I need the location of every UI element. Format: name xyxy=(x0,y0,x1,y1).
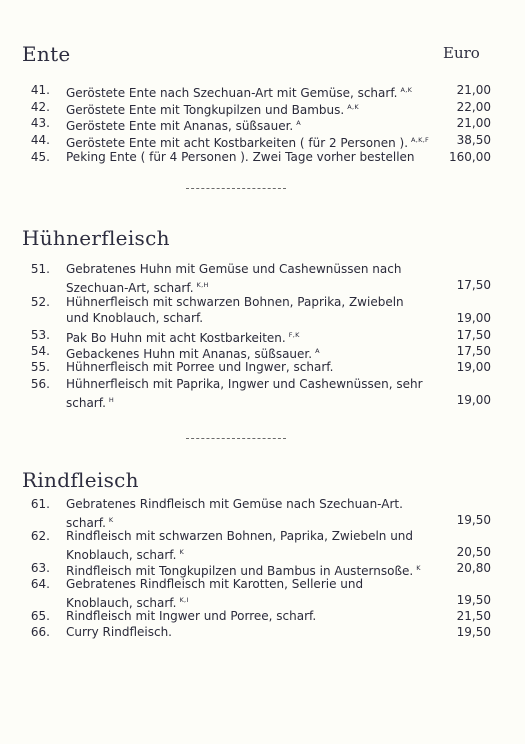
allergen-codes: A xyxy=(296,119,301,128)
item-price: 17,50 xyxy=(456,278,491,293)
item-price: 160,00 xyxy=(449,149,491,164)
menu-item-row xyxy=(0,528,525,544)
item-price: 22,00 xyxy=(456,99,491,114)
menu-item-row xyxy=(0,608,525,624)
item-number: 65. xyxy=(30,609,50,623)
item-description: Gebratenes Huhn mit Gemüse und Cashewnüssen nach xyxy=(66,262,402,276)
item-description: Curry Rindfleisch. xyxy=(66,625,172,639)
item-number: 55. xyxy=(30,360,50,375)
item-description: Hühnerfleisch mit Paprika, Ingwer und Cashewnüssen, sehr xyxy=(66,376,423,391)
item-number: 62. xyxy=(30,529,50,543)
item-description: Rindfleisch mit Tongkupilzen und Bambus in Austernsoße. $^K$ xyxy=(66,564,421,578)
allergen-codes: F,K xyxy=(288,330,300,339)
item-price: 17,50 xyxy=(456,327,491,342)
menu-item-row xyxy=(0,624,525,640)
item-description: Szechuan-Art, scharf. $^{K,H}$ xyxy=(66,281,209,296)
menu-item-row-continued xyxy=(0,544,525,560)
menu-item-row xyxy=(0,132,525,151)
menu-item-row-continued xyxy=(0,277,525,296)
item-number: 45. xyxy=(30,149,50,164)
item-description: Gebratenes Rindfleisch mit Karotten, Sellerie und xyxy=(66,577,364,591)
item-price: 19,50 xyxy=(456,513,491,527)
item-number: 43. xyxy=(30,116,50,131)
item-description: Peking Ente ( für 4 Personen ). Zwei Tage vorher bestellen xyxy=(66,149,415,164)
item-price: 21,00 xyxy=(456,116,491,131)
menu-item-row xyxy=(0,496,525,512)
item-description: Geröstete Ente mit Ananas, süßsauer. $^A$ xyxy=(66,119,301,134)
item-description: Geröstete Ente mit Tongkupilzen und Bambus. $^{A,K}$ xyxy=(66,102,359,117)
item-number: 42. xyxy=(30,99,50,114)
item-description: Geröstete Ente mit acht Kostbarkeiten ( für 2 Personen ). $^{A,K,F}$ xyxy=(66,136,430,151)
menu-item-row xyxy=(0,359,525,375)
item-number: 51. xyxy=(30,262,50,276)
allergen-codes: A,K xyxy=(400,86,413,94)
item-description: Pak Bo Huhn mit acht Kostbarkeiten. $^{F,K}$ xyxy=(66,330,300,345)
item-price: 20,50 xyxy=(456,545,491,559)
item-description: und Knoblauch, scharf. xyxy=(66,311,204,326)
section-divider xyxy=(186,188,286,189)
section-title: Ente xyxy=(22,42,71,66)
item-number: 56. xyxy=(30,376,50,391)
allergen-codes: A,K,F xyxy=(411,136,430,145)
menu-item-row xyxy=(0,261,525,277)
section-title: Rindfleisch xyxy=(22,468,139,492)
item-number: 54. xyxy=(30,344,50,358)
menu-item-row xyxy=(0,82,525,98)
item-description: Rindfleisch mit Ingwer und Porree, scharf. xyxy=(66,609,317,623)
item-description: Gebratenes Rindfleisch mit Gemüse nach Szechuan-Art. xyxy=(66,497,403,511)
item-number: 66. xyxy=(30,625,50,639)
item-description: Knoblauch, scharf. $^K$ xyxy=(66,548,185,562)
menu-item-row xyxy=(0,560,525,576)
item-description: Geröstete Ente nach Szechuan-Art mit Gemüse, scharf. $^{A,K}$ xyxy=(66,86,413,100)
menu-item-row-continued xyxy=(0,310,525,326)
allergen-codes: A,K xyxy=(347,102,359,111)
item-description: Rindfleisch mit schwarzen Bohnen, Paprika, Zwiebeln und xyxy=(66,529,414,543)
item-number: 41. xyxy=(30,83,50,97)
menu-item-row xyxy=(0,115,525,134)
menu-item-row-continued xyxy=(0,512,525,528)
item-number: 63. xyxy=(30,561,50,575)
menu-item-row xyxy=(0,576,525,592)
item-price: 19,00 xyxy=(456,360,491,375)
item-price: 19,50 xyxy=(456,593,491,607)
item-number: 61. xyxy=(30,497,50,511)
item-description: Gebackenes Huhn mit Ananas, süßsauer. $^A$ xyxy=(66,347,320,361)
menu-item-row xyxy=(0,376,525,392)
item-description: Hühnerfleisch mit Porree und Ingwer, scharf. xyxy=(66,360,334,375)
item-description: scharf. $^K$ xyxy=(66,516,114,530)
item-description: Knoblauch, scharf. $^{K,I}$ xyxy=(66,596,189,610)
currency-header: Euro xyxy=(443,44,480,62)
allergen-codes: K xyxy=(179,548,185,556)
item-description: scharf. $^H$ xyxy=(66,396,115,411)
item-price: 17,50 xyxy=(456,344,491,358)
menu-item-row xyxy=(0,343,525,359)
section-divider xyxy=(186,438,286,439)
item-number: 64. xyxy=(30,577,50,591)
allergen-codes: K xyxy=(108,516,114,524)
allergen-codes: K,I xyxy=(179,596,189,604)
item-number: 53. xyxy=(30,327,50,342)
menu-item-row xyxy=(0,327,525,343)
item-description: Hühnerfleisch mit schwarzen Bohnen, Paprika, Zwiebeln xyxy=(66,294,404,309)
item-number: 52. xyxy=(30,294,50,309)
allergen-codes: K xyxy=(416,564,421,572)
item-price: 19,00 xyxy=(456,311,491,326)
allergen-codes: H xyxy=(108,396,115,405)
section-title: Hühnerfleisch xyxy=(22,226,170,250)
item-price: 20,80 xyxy=(456,561,491,575)
item-price: 19,50 xyxy=(456,625,491,639)
menu-item-row-continued xyxy=(0,392,525,411)
menu-item-row xyxy=(0,294,525,310)
allergen-codes: K,H xyxy=(196,281,209,290)
menu-item-row xyxy=(0,99,525,115)
item-price: 21,00 xyxy=(456,83,491,97)
menu-item-row xyxy=(0,149,525,165)
item-price: 38,50 xyxy=(456,133,491,148)
menu-item-row-continued xyxy=(0,592,525,608)
item-price: 19,00 xyxy=(456,393,491,408)
item-number: 44. xyxy=(30,133,50,148)
allergen-codes: A xyxy=(315,347,320,355)
item-price: 21,50 xyxy=(456,609,491,623)
